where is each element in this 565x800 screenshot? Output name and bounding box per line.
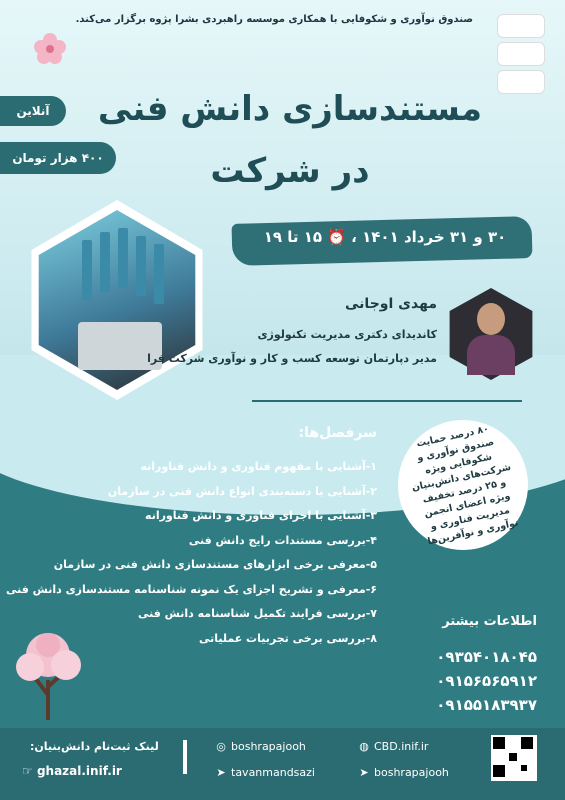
logo-icon	[497, 14, 545, 38]
qr-cell	[521, 737, 533, 749]
price-badge: ۴۰۰ هزار تومان	[0, 142, 116, 174]
qr-cell	[509, 753, 517, 761]
telegram-channel-text: tavanmandsazi	[231, 766, 315, 779]
mode-badge: آنلاین	[0, 96, 66, 126]
register-link[interactable]	[22, 764, 122, 778]
organizer-note: صندوق نوآوری و شکوفایی با همکاری موسسه راهبردی بشرا پژوه برگزار می‌کند.	[75, 14, 473, 25]
syllabus-heading: سرفصل‌ها:	[298, 425, 377, 441]
list-item: ۶-معرفی و تشریح اجزای یک نمونه شناسنامه مستندسازی دانش فنی	[6, 582, 377, 596]
binder-decor	[154, 244, 164, 304]
pointer-icon: ☞	[22, 764, 37, 778]
list-item: ۸-بررسی برخی تجربیات عملیاتی	[198, 631, 377, 645]
logo-icon	[497, 42, 545, 66]
logo-icon	[497, 70, 545, 94]
blossom-tree-icon	[8, 625, 88, 720]
register-link-text: ghazal.inif.ir	[36, 764, 122, 778]
sponsor-logos	[491, 10, 551, 120]
binder-decor	[118, 228, 128, 288]
course-title	[90, 78, 490, 202]
phone-number[interactable]: ۰۹۱۵۶۵۶۵۹۱۲	[436, 672, 537, 690]
instructor-role-2: مدیر دپارتمان توسعه کسب و کار و نوآوری شرکت فرا	[147, 352, 437, 365]
list-item: ۱-آشنایی با مفهوم فناوری و دانش فناورانه	[140, 460, 377, 473]
website-link[interactable]	[358, 740, 428, 753]
globe-icon: ◍	[359, 740, 369, 753]
avatar-head	[477, 303, 505, 335]
register-label: لینک ثبت‌نام دانش‌بنیان:	[30, 740, 159, 753]
telegram-text: boshrapajooh	[374, 766, 449, 779]
list-item: ۴-بررسی مستندات رایج دانش فنی	[188, 533, 377, 547]
binder-decor	[100, 232, 110, 292]
qr-cell	[493, 765, 505, 777]
avatar-body	[467, 335, 515, 375]
course-date: ۳۰ و ۳۱ خرداد ۱۴۰۱ ، ⏰ ۱۵ تا ۱۹	[263, 228, 507, 246]
website-text: CBD.inif.ir	[374, 740, 429, 753]
qr-code[interactable]	[491, 735, 537, 781]
telegram-icon: ➤	[216, 766, 226, 779]
instagram-text: boshrapajooh	[231, 740, 306, 753]
title-line-1: مستندسازی دانش فنی	[97, 89, 483, 129]
syllabus-list	[0, 455, 377, 651]
instagram-icon: ◎	[216, 740, 226, 753]
contact-title: اطلاعات بیشتر	[442, 614, 537, 629]
instructor-name: مهدی اوجانی	[345, 296, 437, 312]
list-item: ۵-معرفی برخی ابزارهای مستندسازی دانش فنی در سازمان	[53, 558, 377, 571]
telegram-channel-link[interactable]	[215, 766, 315, 779]
telegram-icon: ➤	[359, 766, 369, 779]
qr-cell	[521, 765, 527, 771]
instructor-role-1: کاندیدای دکتری مدیریت تکنولوژی	[257, 328, 437, 341]
qr-cell	[493, 737, 505, 749]
binder-decor	[136, 236, 146, 296]
telegram-link[interactable]	[358, 766, 449, 779]
title-line-2: در شرکت	[210, 151, 370, 191]
support-badge-text: ۸۰ درصد حمایت صندوق نوآوری و شکوفایی ویژه شرکت‌های دانش‌بنیان و ۲۵ درصد تخفیف ویژه اعضای انجمن مدیریت فناوری و نوآوری و نوآفرین‌ها	[410, 423, 520, 548]
divider	[252, 400, 522, 402]
blossom-icon	[32, 30, 68, 66]
list-item: ۲-آشنایی با دسته‌بندی انواع دانش فنی در سازمان	[107, 484, 377, 498]
phone-number[interactable]: ۰۹۱۵۵۱۸۳۹۳۷	[436, 696, 537, 714]
footer-separator	[183, 740, 187, 774]
list-item: ۳-آشنایی با اجزای فناوری و دانش فناورانه	[145, 509, 377, 522]
list-item: ۷-بررسی فرایند تکمیل شناسنامه دانش فنی	[138, 607, 377, 620]
instagram-link[interactable]	[215, 740, 306, 753]
binder-decor	[82, 240, 92, 300]
phone-number[interactable]: ۰۹۳۵۴۰۱۸۰۴۵	[436, 648, 537, 666]
